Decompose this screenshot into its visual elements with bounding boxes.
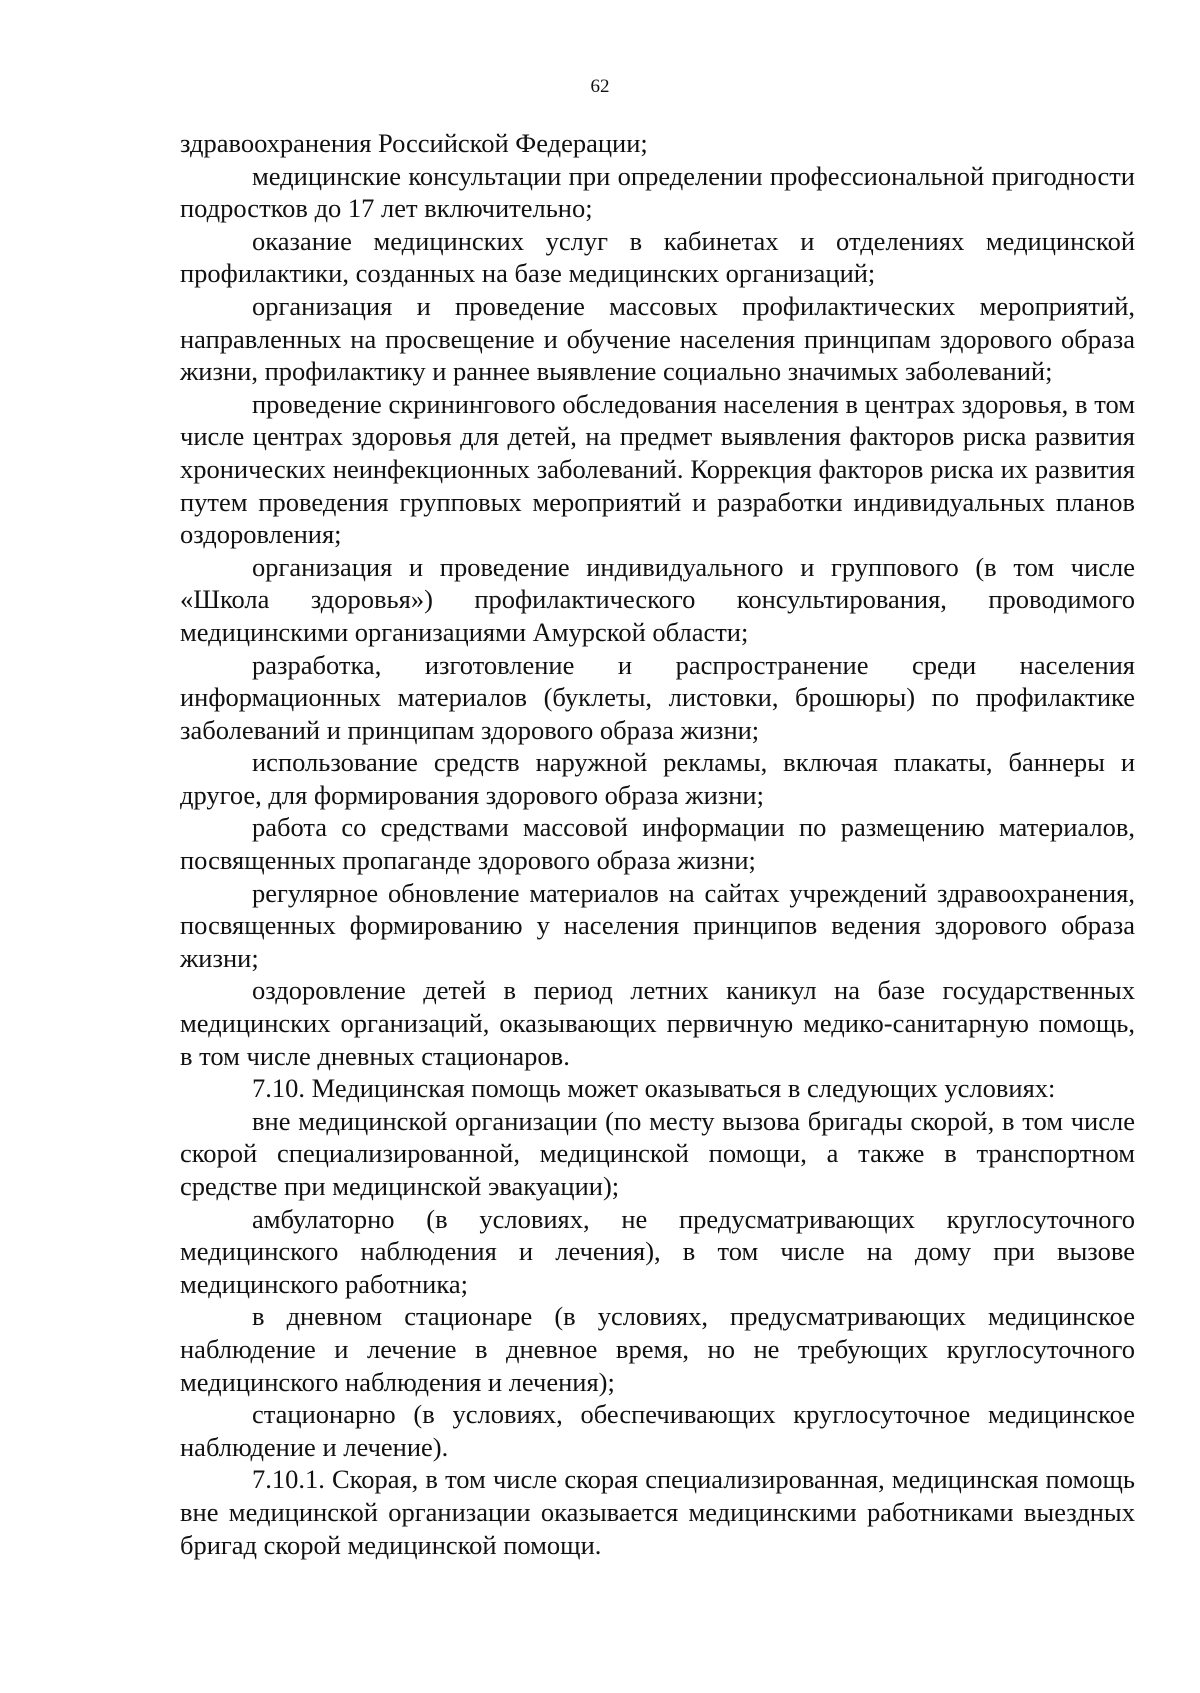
list-item-health-school-counseling: организация и проведение индивидуального и группового (в том числе «Школа здоровья») профилактического консультирования, проводимого медицинскими организациями Амурской области; [180,551,1135,647]
list-item-website-updates: регулярное обновление материалов на сайтах учреждений здравоохранения, посвященных формированию у населения принципов ведения здорового образа жизни; [180,877,1135,973]
list-item-professional-suitability: медицинские консультации при определении профессиональной пригодности подростков до 17 лет включительно; [180,160,1135,224]
list-item-children-summer-health: оздоровление детей в период летних каникул на базе государственных медицинских организаций, оказывающих первичную медико-санитарную помощь, в том числе дневных стационаров. [180,975,1135,1071]
list-item-mass-prevention-events: организация и проведение массовых профилактических мероприятий, направленных на просвещение и обучение населения принципам здорового образа жизни, профилактику и раннее выявление социально значимых заболеваний; [180,290,1135,387]
list-item-prevention-offices: оказание медицинских услуг в кабинетах и отделениях медицинской профилактики, созданных на базе медицинских организаций; [180,225,1135,289]
condition-day-hospital: в дневном стационаре (в условиях, предусматривающих медицинское наблюдение и лечение в дневное время, но не требующих круглосуточного медицинского наблюдения и лечения); [180,1301,1135,1397]
list-item-outdoor-advertising: использование средств наружной рекламы, включая плакаты, баннеры и другое, для формирования здорового образа жизни; [180,747,1135,810]
section-7-10-1-paragraph: 7.10.1. Скорая, в том числе скорая специализированная, медицинская помощь вне медицинской организации оказывается медицинскими работниками выездных бригад скорой медицинской помощи. [180,1464,1135,1560]
condition-inpatient: стационарно (в условиях, обеспечивающих круглосуточное медицинское наблюдение и лечение). [180,1399,1135,1462]
condition-outside-organization: вне медицинской организации (по месту вызова бригады скорой, в том числе скорой специализированной, медицинской помощи, а также в транспортном средстве при медицинской эвакуации); [180,1105,1135,1201]
page-number: 62 [590,76,610,97]
section-7-10-heading: 7.10. Медицинская помощь может оказываться в следующих условиях: [252,1073,1056,1104]
document-body [180,127,1135,1561]
list-item-information-materials: разработка, изготовление и распространение среди населения информационных материалов (буклеты, листовки, брошюры) по профилактике заболеваний и принципам здорового образа жизни; [180,649,1135,745]
list-item-screening-health-centers: проведение скринингового обследования населения в центрах здоровья, в том числе центрах здоровья для детей, на предмет выявления факторов риска развития хронических неинфекционных заболеваний. Коррекция факторов риска их развития путем проведения групповых мероприятий и разработки индивидуальных планов оздоровления; [180,388,1135,550]
condition-outpatient: амбулаторно (в условиях, не предусматривающих круглосуточного медицинского наблюдения и лечения), в том числе на дому при вызове медицинского работника; [180,1203,1135,1299]
paragraph-continuation: здравоохранения Российской Федерации; [180,128,648,158]
list-item-mass-media: работа со средствами массовой информации по размещению материалов, посвященных пропаганде здорового образа жизни; [180,812,1135,876]
